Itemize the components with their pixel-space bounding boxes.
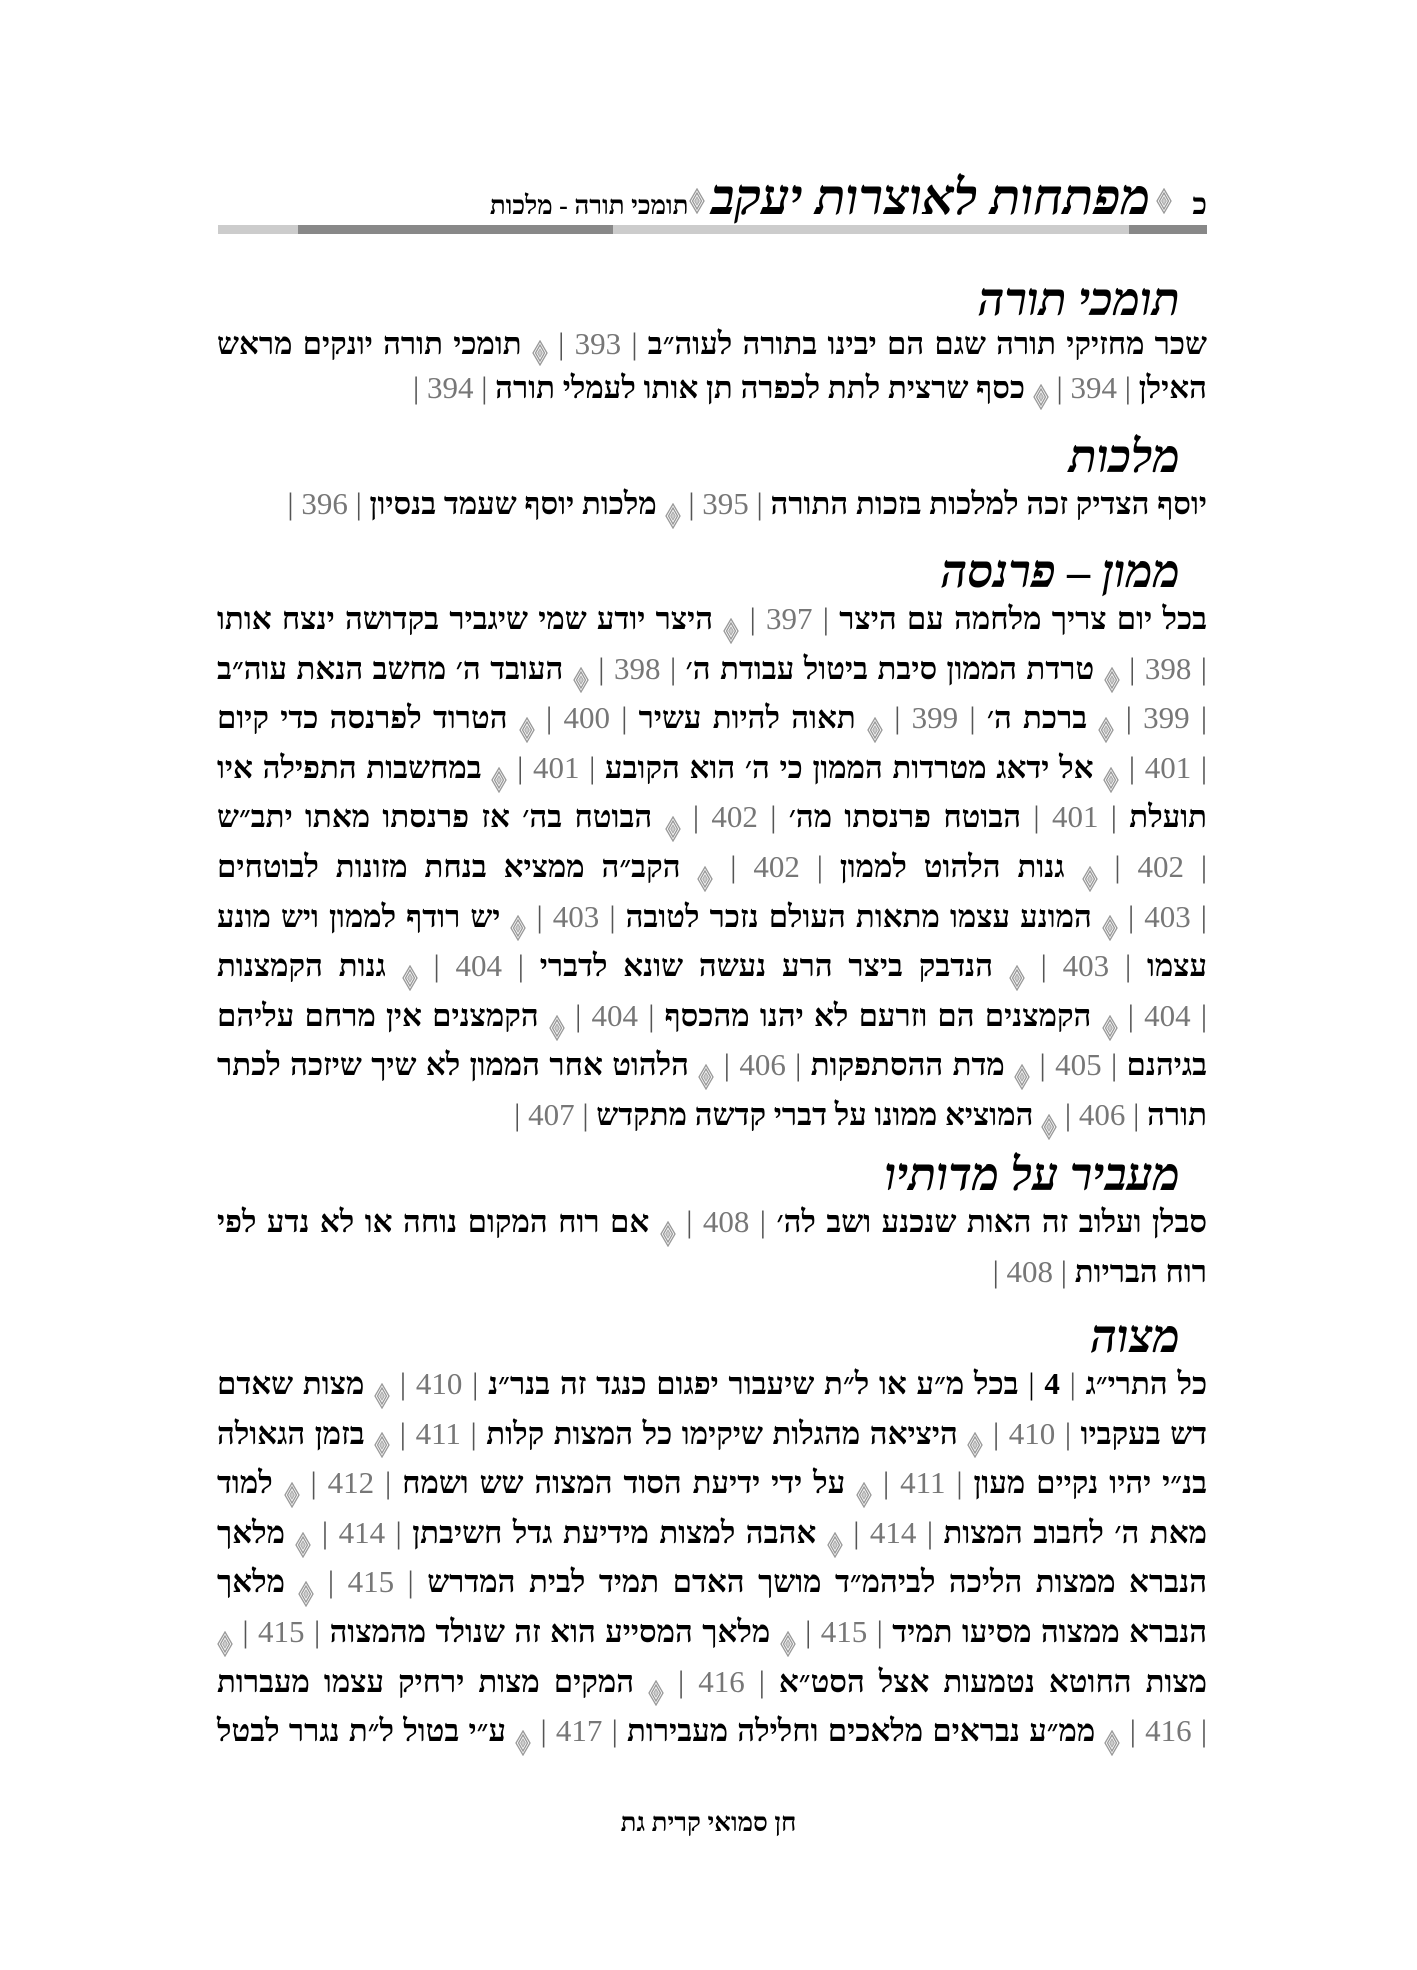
separator: |: [1110, 799, 1117, 835]
topic-text: תורה: [1147, 1096, 1207, 1132]
page-reference: 393: [574, 326, 622, 361]
topic-text: בזמן הגאולה: [217, 1415, 365, 1451]
separator: |: [1125, 700, 1132, 736]
separator: |: [1056, 370, 1063, 405]
diamond-bullet-icon: [867, 708, 883, 734]
section-heading: מצוה: [1090, 1311, 1180, 1362]
index-line: [217, 1247, 1207, 1297]
page-reference: 401: [1051, 799, 1099, 835]
separator: |: [883, 1465, 890, 1501]
separator: |: [517, 749, 524, 785]
page-reference: 402: [1137, 848, 1184, 884]
index-line: [217, 743, 1207, 793]
page-reference: 408: [702, 1204, 750, 1239]
page-reference: 414: [338, 1514, 386, 1550]
topic-text: כל התרי״ג: [1085, 1366, 1208, 1401]
topic-text: היציאה מהגלות שיקימו כל המצות קלות: [486, 1415, 958, 1451]
diamond-bullet-icon: [827, 1523, 843, 1549]
separator: |: [1114, 848, 1121, 884]
separator: |: [313, 1613, 321, 1649]
index-line: [217, 1090, 1207, 1140]
page-reference: 416: [698, 1663, 745, 1699]
page-reference: 411: [415, 1415, 461, 1451]
page-reference: 407: [528, 1096, 575, 1132]
separator: |: [678, 1663, 685, 1699]
diamond-bullet-icon: [967, 1423, 983, 1449]
page-reference: 406: [1078, 1096, 1126, 1132]
separator: |: [433, 948, 440, 984]
separator: |: [1110, 1047, 1118, 1083]
topic-text: עצמו: [1146, 948, 1208, 984]
topic-text: ממ״ע נבראים מלאכים וחלילה מעבירות: [627, 1713, 1096, 1749]
topic-text: ברכת ה׳: [986, 700, 1088, 736]
section-heading: ממון – פרנסה: [940, 546, 1180, 597]
page-reference: 415: [820, 1613, 868, 1649]
separator: |: [1133, 1096, 1140, 1132]
page-reference: 403: [1144, 898, 1191, 934]
separator: |: [621, 700, 628, 736]
topic-text: מלאך: [217, 1564, 286, 1600]
separator: |: [517, 948, 524, 984]
diamond-bullet-icon: [217, 1622, 233, 1648]
page-reference: 397: [766, 601, 813, 636]
section-heading: תומכי תורה: [977, 274, 1180, 325]
separator: |: [1039, 1047, 1046, 1083]
separator: |: [969, 700, 976, 736]
topic-text: דש בעקביו: [1080, 1415, 1208, 1451]
diamond-bullet-icon: [697, 857, 713, 883]
separator: |: [1200, 749, 1208, 785]
section-tomchei-torah: [217, 274, 1207, 410]
topic-text: מדת ההסתפקות: [810, 1047, 1005, 1083]
topic-text: שכר מחזיקי תורה שגם הם יבינו בתורה לעוה״ב: [647, 326, 1207, 361]
separator: |: [853, 1514, 860, 1550]
diamond-bullet-icon: [665, 807, 681, 833]
topic-text: תומכי תורה יונקים מראש: [217, 326, 522, 361]
section-range: תומכי תורה - מלכות: [489, 191, 689, 220]
topic-text: הלהוט אחר הממון לא שיך שיזכה לכתר: [217, 1047, 690, 1083]
topic-text: מאת ה׳ לחבוב המצות: [943, 1514, 1207, 1550]
topic-text: תועלת: [1129, 799, 1208, 835]
separator: |: [1128, 749, 1136, 785]
diamond-bullet-icon: [1103, 758, 1119, 784]
topic-text: המקים מצות ירחיק עצמו מעברות: [217, 1663, 635, 1699]
topic-text: גנות הלהוט לממון: [839, 848, 1065, 884]
topic-text: הטרוד לפרנסה כדי קיום: [217, 700, 508, 736]
page-reference: 411: [900, 1465, 946, 1501]
index-line: [217, 1607, 1207, 1657]
topic-text: הנדבק ביצר הרע נעשה שונא לדברי: [539, 948, 994, 984]
topic-text: העובד ה׳ מחשב הנאת עוה״ב: [217, 650, 564, 686]
diamond-bullet-icon: [519, 708, 535, 734]
separator: |: [1124, 948, 1132, 984]
header-rule-dark: [298, 225, 613, 234]
running-header: [490, 168, 1207, 226]
separator: |: [926, 1514, 934, 1550]
page-reference: 398: [1144, 650, 1192, 686]
index-line: [217, 322, 1207, 366]
topic-text: למוד: [217, 1465, 273, 1501]
separator: |: [992, 1415, 1000, 1451]
separator: |: [816, 848, 823, 884]
page-reference: 402: [753, 848, 800, 884]
separator: |: [589, 749, 596, 785]
index-line: [217, 1706, 1207, 1756]
page-reference: 415: [347, 1564, 395, 1600]
page-reference: 400: [563, 700, 610, 736]
section-mamon-parnasa: [217, 546, 1208, 1140]
topic-text: אהבה למצות מידיעת גדל חשיבתן: [412, 1514, 817, 1550]
separator: |: [321, 1514, 329, 1550]
separator: |: [730, 848, 737, 884]
separator: |: [723, 1047, 730, 1083]
separator: |: [412, 370, 420, 405]
diamond-bullet-icon: [510, 906, 526, 932]
topic-text: על ידי ידיעת הסוד המצוה שש ושמח: [402, 1465, 846, 1501]
topic-text: בגיהנם: [1126, 1047, 1208, 1083]
separator: |: [876, 1613, 883, 1649]
header-rule-light: [613, 225, 1129, 234]
separator: |: [688, 486, 695, 521]
page-reference: 401: [532, 749, 580, 785]
separator: |: [1200, 898, 1208, 934]
index-line: [217, 479, 1207, 529]
topic-text: הנברא ממצות הליכה לביהמ״ד מושך האדם תמיד לבית המדרש: [427, 1564, 1208, 1600]
diamond-bullet-icon: [573, 658, 589, 684]
topic-text: ע״י בטול ל״ת נגרר לבטל: [217, 1713, 506, 1749]
separator: |: [758, 1663, 765, 1699]
separator: |: [770, 799, 777, 835]
page-reference: 395: [702, 486, 749, 521]
separator: |: [1060, 1253, 1068, 1289]
diamond-bullet-icon: [660, 1212, 676, 1238]
separator: |: [805, 1613, 812, 1649]
diamond-bullet-icon: [1102, 1006, 1118, 1032]
separator: |: [894, 700, 901, 736]
separator: |: [1040, 948, 1047, 984]
separator: |: [759, 1204, 766, 1239]
diamond-bullet-icon: [1098, 708, 1114, 734]
page-reference: 410: [1008, 1415, 1056, 1451]
separator: |: [669, 650, 677, 686]
index-line: [217, 842, 1207, 892]
separator: |: [1129, 1713, 1136, 1749]
separator: |: [481, 370, 488, 405]
topic-text: תאוה להיות עשיר: [638, 700, 856, 736]
diamond-bullet-icon: [698, 1055, 714, 1081]
diamond-bullet-icon: [1082, 857, 1098, 883]
section-maavir-al-midotav: [217, 1149, 1208, 1296]
separator: |: [1064, 1415, 1072, 1451]
diamond-bullet-icon: [1104, 1721, 1120, 1747]
diamond-bullet-icon: [515, 1721, 531, 1747]
topic-text: גנות הקמצנות: [217, 948, 386, 984]
topic-text: טרדת הממון סיבת ביטול עבודת ה׳: [685, 650, 1095, 686]
index-line: [217, 1197, 1207, 1247]
separator: |: [611, 1713, 618, 1749]
diamond-bullet-icon: [374, 1423, 390, 1449]
index-line: [217, 892, 1207, 942]
section-heading: מלכות: [1068, 431, 1180, 482]
index-line: [217, 1409, 1207, 1459]
diamond-bullet-icon: [1033, 378, 1049, 404]
separator: |: [1127, 898, 1135, 934]
diamond-bullet-icon: [723, 609, 739, 635]
separator: |: [631, 326, 638, 361]
separator: |: [749, 601, 756, 636]
topic-text: סבלן ועלוב זה האות שנכנע ושב לה׳: [776, 1204, 1208, 1239]
separator: |: [1200, 650, 1208, 686]
separator: |: [1069, 1366, 1076, 1401]
diamond-bullet-icon: [491, 758, 507, 784]
page-reference: 416: [1145, 1713, 1192, 1749]
separator: |: [327, 1564, 335, 1600]
page-reference: 404: [591, 997, 638, 1033]
topic-text: הבוטח בה׳ אז פרנסתו מאתו יתב״ש: [217, 799, 653, 835]
topic-text: מלאך: [217, 1514, 286, 1550]
diamond-bullet-icon: [298, 1572, 314, 1598]
diamond-bullet-icon: [532, 334, 548, 360]
page-reference: 396: [301, 486, 348, 521]
separator: |: [407, 1564, 414, 1600]
index-line: [217, 693, 1207, 743]
index-line: [217, 941, 1207, 991]
separator: |: [546, 700, 553, 736]
topic-text: מלאך המסייע הוא זה שנולד מהמצוה: [329, 1613, 771, 1649]
page-reference: 394: [426, 370, 474, 405]
diamond-bullet-icon: [374, 1374, 390, 1400]
separator: |: [1200, 848, 1208, 884]
topic-text: הנברא ממצוה מסיעו תמיד: [892, 1613, 1208, 1649]
index-line: [217, 594, 1207, 644]
index-line: [217, 1557, 1207, 1607]
topic-text: המונע עצמו מתאות העולם נזכר לטובה: [625, 898, 1092, 934]
index-line: [217, 366, 1207, 410]
index-line: [217, 1508, 1207, 1558]
separator: |: [795, 1047, 802, 1083]
separator: |: [1200, 997, 1208, 1033]
separator: |: [1033, 799, 1040, 835]
topic-text: מלכות יוסף שעמד בנסיון: [369, 486, 657, 521]
separator: |: [686, 1204, 693, 1239]
page-reference: 398: [613, 650, 661, 686]
separator: |: [956, 1465, 963, 1501]
separator: |: [582, 1096, 589, 1132]
diamond-bullet-icon: [1014, 1055, 1030, 1081]
page-reference: 404: [455, 948, 502, 984]
separator: |: [540, 1713, 547, 1749]
topic-text: בכל מ״ע או ל״ת שיעבור יפגום כנגד זה בנר״נ: [488, 1366, 1019, 1401]
diamond-bullet-icon: [1102, 906, 1118, 932]
topic-text: בנ״י יהיו נקיים מעון: [973, 1465, 1208, 1501]
separator: |: [310, 1465, 317, 1501]
page-reference: 402: [711, 799, 758, 835]
separator: |: [692, 799, 700, 835]
separator: |: [609, 898, 616, 934]
topic-text: אל ידאג מטרדות הממון כי ה׳ הוא הקובע: [605, 749, 1094, 785]
page-number: כ: [1192, 188, 1207, 221]
topic-text: הקמצנים הם וזרעם לא יהנו מהכסף: [664, 997, 1092, 1033]
separator: |: [472, 1366, 479, 1401]
topic-text: במחשבות התפילה איו: [217, 749, 482, 785]
index-line: [217, 644, 1207, 694]
separator: |: [1127, 997, 1134, 1033]
separator: |: [1028, 1366, 1035, 1401]
page-reference: 394: [1070, 370, 1117, 405]
diamond-bullet-icon: [549, 1006, 565, 1032]
index-line: [217, 1040, 1207, 1090]
separator: |: [399, 1415, 406, 1451]
separator: |: [399, 1366, 407, 1401]
diamond-icon: [689, 188, 705, 214]
index-line: [217, 991, 1207, 1041]
separator: |: [1124, 370, 1131, 405]
topic-text: המוציא ממונו על דברי קדשה מתקדש: [596, 1096, 1034, 1132]
page-reference: 401: [1144, 749, 1192, 785]
topic-text: יוסף הצדיק זכה למלכות בזכות התורה: [770, 486, 1207, 521]
separator: |: [1064, 1096, 1072, 1132]
topic-text: מצות שאדם: [217, 1366, 365, 1401]
topic-text: האילן: [1138, 370, 1207, 405]
separator: |: [822, 601, 830, 636]
diamond-bullet-icon: [1009, 956, 1025, 982]
diamond-bullet-icon: [295, 1523, 311, 1549]
header-rule-dark: [1129, 225, 1207, 234]
diamond-bullet-icon: [780, 1622, 796, 1648]
diamond-bullet-icon: [1104, 658, 1120, 684]
page-reference: 403: [1062, 948, 1110, 984]
separator: |: [287, 486, 294, 521]
topic-text: הקמצנים אין מרחם עליהם: [217, 997, 539, 1033]
header-rule-light: [218, 225, 298, 234]
separator: |: [355, 486, 362, 521]
page-reference: 404: [1144, 997, 1191, 1033]
topic-text: יש רודף לממון ויש מונע: [217, 898, 501, 934]
topic-text: הקב״ה ממציא בנחת מזונות לבוטחים: [217, 848, 681, 884]
diamond-bullet-icon: [284, 1473, 300, 1499]
topic-text: בכל יום צריך מלחמה עם היצר: [839, 601, 1208, 636]
page-reference: 403: [552, 898, 600, 934]
diamond-bullet-icon: [648, 1671, 664, 1697]
diamond-bullet-icon: [856, 1473, 872, 1499]
page-reference: 412: [327, 1465, 375, 1501]
page-reference: 408: [1006, 1253, 1054, 1289]
topic-text: הבוטח פרנסתו מה׳: [788, 799, 1022, 835]
diamond-icon: [1156, 188, 1172, 214]
separator: |: [395, 1514, 402, 1550]
page-reference: 4: [1044, 1366, 1060, 1401]
diamond-bullet-icon: [402, 956, 418, 982]
separator: |: [536, 898, 543, 934]
index-line: [217, 1359, 1207, 1409]
separator: |: [470, 1415, 477, 1451]
topic-text: אם רוח המקום נוחה או לא נדע לפי: [217, 1204, 650, 1239]
section-heading: מעביר על מדותיו: [884, 1149, 1180, 1200]
index-line: [217, 792, 1207, 842]
separator: |: [1200, 1713, 1208, 1749]
section-malchut: [217, 431, 1207, 529]
page-reference: 399: [911, 700, 959, 736]
page-reference: 405: [1055, 1047, 1102, 1083]
separator: |: [648, 997, 655, 1033]
diamond-bullet-icon: [1041, 1105, 1057, 1131]
topic-text: כסף שרצית לתת לכפרה תן אותו לעמלי תורה: [495, 370, 1026, 405]
index-line: [217, 1458, 1207, 1508]
separator: |: [242, 1613, 249, 1649]
page-reference: 406: [739, 1047, 786, 1083]
page-reference: 410: [415, 1366, 463, 1401]
page-reference: 399: [1143, 700, 1190, 736]
separator: |: [598, 650, 605, 686]
separator: |: [1200, 700, 1208, 736]
separator: |: [385, 1465, 392, 1501]
index-line: [217, 1657, 1207, 1707]
page-reference: 417: [555, 1713, 603, 1749]
separator: |: [514, 1096, 521, 1132]
page-footer: חן סמואי קרית גת: [620, 1808, 797, 1837]
separator: |: [992, 1253, 999, 1289]
topic-text: רוח הבריות: [1074, 1253, 1207, 1289]
page-reference: 415: [258, 1613, 305, 1649]
topic-text: היצר יודע שמי שיגביר בקדושה ינצח אותו: [217, 601, 714, 636]
topic-text: מצות החוטא נטמעות אצל הסט״א: [778, 1663, 1208, 1699]
separator: |: [756, 486, 763, 521]
separator: |: [558, 326, 565, 361]
book-title: מפתחות לאוצרות יעקב: [710, 169, 1151, 225]
page-reference: 414: [869, 1514, 917, 1550]
diamond-bullet-icon: [665, 494, 681, 520]
separator: |: [1129, 650, 1136, 686]
separator: |: [575, 997, 582, 1033]
section-mitzva: [217, 1311, 1208, 1756]
